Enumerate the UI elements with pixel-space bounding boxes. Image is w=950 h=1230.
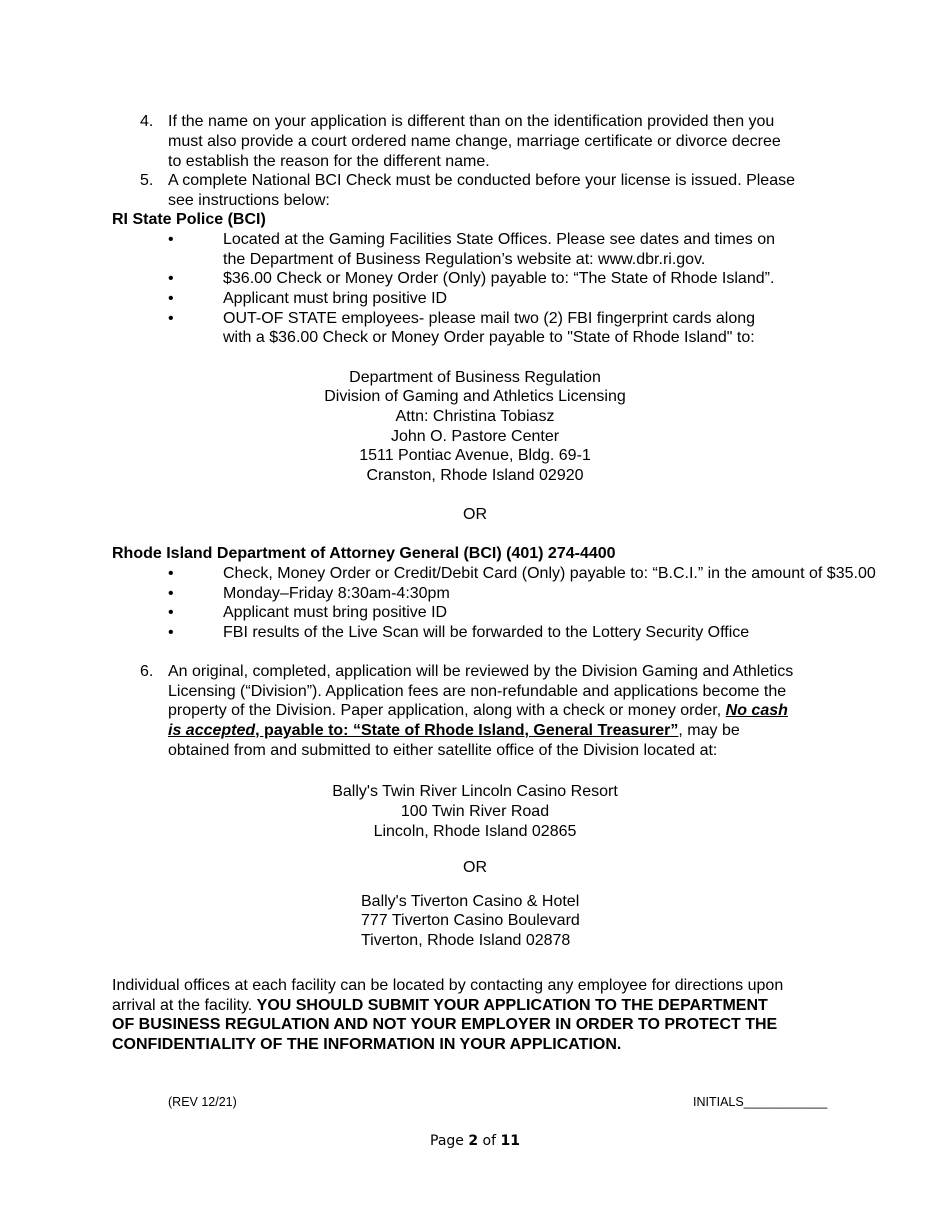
bullet-icon: • [168, 231, 174, 248]
item-4-line-1: If the name on your application is different than on the identification provided then you [168, 113, 775, 130]
tiverton-address-line-3: Tiverton, Rhode Island 02878 [361, 932, 571, 949]
page-total: 11 [500, 1133, 520, 1149]
dbr-address-line-1: Department of Business Regulation [349, 369, 601, 386]
attorney-general-heading: Rhode Island Department of Attorney General (BCI) (401) 274-4400 [112, 545, 616, 562]
page-prefix: Page [430, 1133, 469, 1149]
dbr-address-line-4: John O. Pastore Center [390, 428, 560, 445]
initials-field [693, 1093, 827, 1113]
item-5-line-1: A complete National BCI Check must be conducted before your license is issued. Please [168, 172, 795, 189]
dbr-address-line-6: Cranston, Rhode Island 02920 [366, 467, 584, 484]
item-6-line-5: obtained from and submitted to either satellite office of the Division located at: [168, 742, 718, 759]
closing-line-2-bold: YOU SHOULD SUBMIT YOUR APPLICATION TO THE DEPARTMENT [256, 997, 768, 1014]
state-police-bullet-1-line-1: Located at the Gaming Facilities State Offices. Please see dates and times on [223, 231, 776, 248]
item-6-line-4-text: , may be [678, 722, 740, 739]
bullet-icon: • [168, 565, 174, 582]
lincoln-address-line-1: Bally's Twin River Lincoln Casino Resort [332, 783, 618, 800]
state-police-bullet-4-line-2: with a $36.00 Check or Money Order payable to "State of Rhode Island" to: [223, 329, 755, 346]
state-police-bullet-4-line-1: OUT-OF STATE employees- please mail two (2) FBI fingerprint cards along [223, 310, 756, 327]
attorney-general-bullet-2: Monday–Friday 8:30am-4:30pm [223, 585, 450, 602]
bullet-icon: • [168, 270, 174, 287]
closing-line-1: Individual offices at each facility can be located by contacting any employee for directions upon [112, 977, 784, 994]
attorney-general-bullet-3: Applicant must bring positive ID [223, 604, 448, 621]
item-5-number: 5. [140, 172, 154, 189]
no-cash-emphasis: No cash [725, 702, 788, 719]
tiverton-address-line-2: 777 Tiverton Casino Boulevard [361, 912, 580, 929]
item-6-line-3 [168, 701, 788, 721]
item-6-line-4 [168, 721, 740, 741]
closing-line-4: CONFIDENTIALITY OF THE INFORMATION IN YOUR APPLICATION. [112, 1036, 622, 1053]
initials-blank: ___________ [750, 1095, 828, 1109]
lincoln-address-line-3: Lincoln, Rhode Island 02865 [373, 823, 577, 840]
page-number [0, 1133, 950, 1149]
closing-line-2 [112, 996, 768, 1016]
bullet-icon: • [168, 624, 174, 641]
revision-label: (REV 12/21) [168, 1095, 237, 1109]
state-police-bullet-3: Applicant must bring positive ID [223, 290, 448, 307]
lincoln-address-line-2: 100 Twin River Road [400, 803, 550, 820]
payable-to-emphasis: , payable to: “State of Rhode Island, General Treasurer” [255, 722, 679, 739]
item-4-number: 4. [140, 113, 154, 130]
item-4-line-3: to establish the reason for the different name. [168, 153, 490, 170]
dbr-address-line-2: Division of Gaming and Athletics Licensing [324, 388, 626, 405]
item-6-line-3-text: property of the Division. Paper application, along with a check or money order, [168, 702, 726, 719]
attorney-general-bullet-4: FBI results of the Live Scan will be forwarded to the Lottery Security Office [223, 624, 750, 641]
or-separator-2: OR [463, 859, 487, 876]
dbr-address-line-3: Attn: Christina Tobiasz [395, 408, 555, 425]
dbr-address-line-5: 1511 Pontiac Avenue, Bldg. 69-1 [359, 447, 591, 464]
bullet-icon: • [168, 290, 174, 307]
initials-label: INITIALS_ [693, 1095, 751, 1109]
bullet-icon: • [168, 310, 174, 327]
item-6-line-1: An original, completed, application will be reviewed by the Division Gaming and Athletics [168, 663, 794, 680]
state-police-bullet-1-line-2: the Department of Business Regulation’s website at: www.dbr.ri.gov. [223, 251, 706, 268]
ri-state-police-heading: RI State Police (BCI) [112, 211, 266, 228]
page-current: 2 [468, 1133, 479, 1149]
item-5-line-2: see instructions below: [168, 192, 330, 209]
bullet-icon: • [168, 604, 174, 621]
closing-line-2-text: arrival at the facility. [112, 997, 257, 1014]
page-of: of [478, 1133, 501, 1149]
item-6-number: 6. [140, 663, 154, 680]
item-6-line-2: Licensing (“Division”). Application fees are non-refundable and applications become the [168, 683, 787, 700]
tiverton-address-line-1: Bally's Tiverton Casino & Hotel [361, 893, 580, 910]
or-separator-1: OR [463, 506, 487, 523]
attorney-general-bullet-1: Check, Money Order or Credit/Debit Card (Only) payable to: “B.C.I.” in the amount of $35.00 [223, 565, 876, 582]
item-4-line-2: must also provide a court ordered name change, marriage certificate or divorce decree [168, 133, 781, 150]
bullet-icon: • [168, 585, 174, 602]
is-accepted-emphasis: is accepted [168, 722, 256, 739]
closing-line-3: OF BUSINESS REGULATION AND NOT YOUR EMPLOYER IN ORDER TO PROTECT THE [112, 1016, 778, 1033]
state-police-bullet-2: $36.00 Check or Money Order (Only) payable to: “The State of Rhode Island”. [223, 270, 775, 287]
